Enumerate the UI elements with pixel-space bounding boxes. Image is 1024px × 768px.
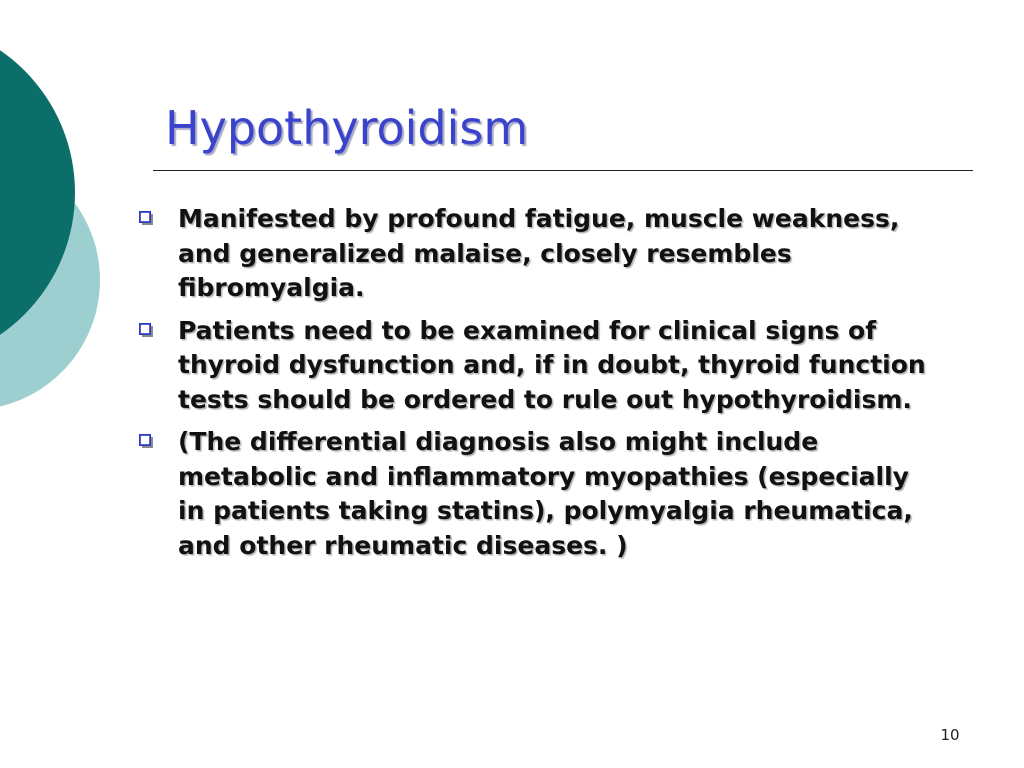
bullet-list: [135, 202, 935, 571]
bullet-item: [135, 314, 935, 418]
bullet-item: [135, 425, 935, 563]
bullet-text: Patients need to be examined for clinical signs of thyroid dysfunction and, if in doubt, thyroid function tests should be ordered to rule out hypothyroidism.: [178, 315, 926, 414]
bullet-text: (The differential diagnosis also might include metabolic and inflammatory myopathies (especially in patients taking statins), polymyalgia rheumatica, and other rheumatic diseases. ): [178, 427, 913, 560]
hollow-square-bullet-icon: [139, 211, 153, 225]
hollow-square-bullet-icon: [139, 323, 153, 337]
slide-title: Hypothyroidism: [165, 101, 529, 155]
hollow-square-bullet-icon: [139, 434, 153, 448]
page-number: 10: [940, 726, 960, 744]
bullet-text: Manifested by profound fatigue, muscle weakness, and generalized malaise, closely resembles fibromyalgia.: [178, 204, 900, 302]
title-divider: [153, 170, 973, 171]
bullet-item: [135, 202, 935, 306]
